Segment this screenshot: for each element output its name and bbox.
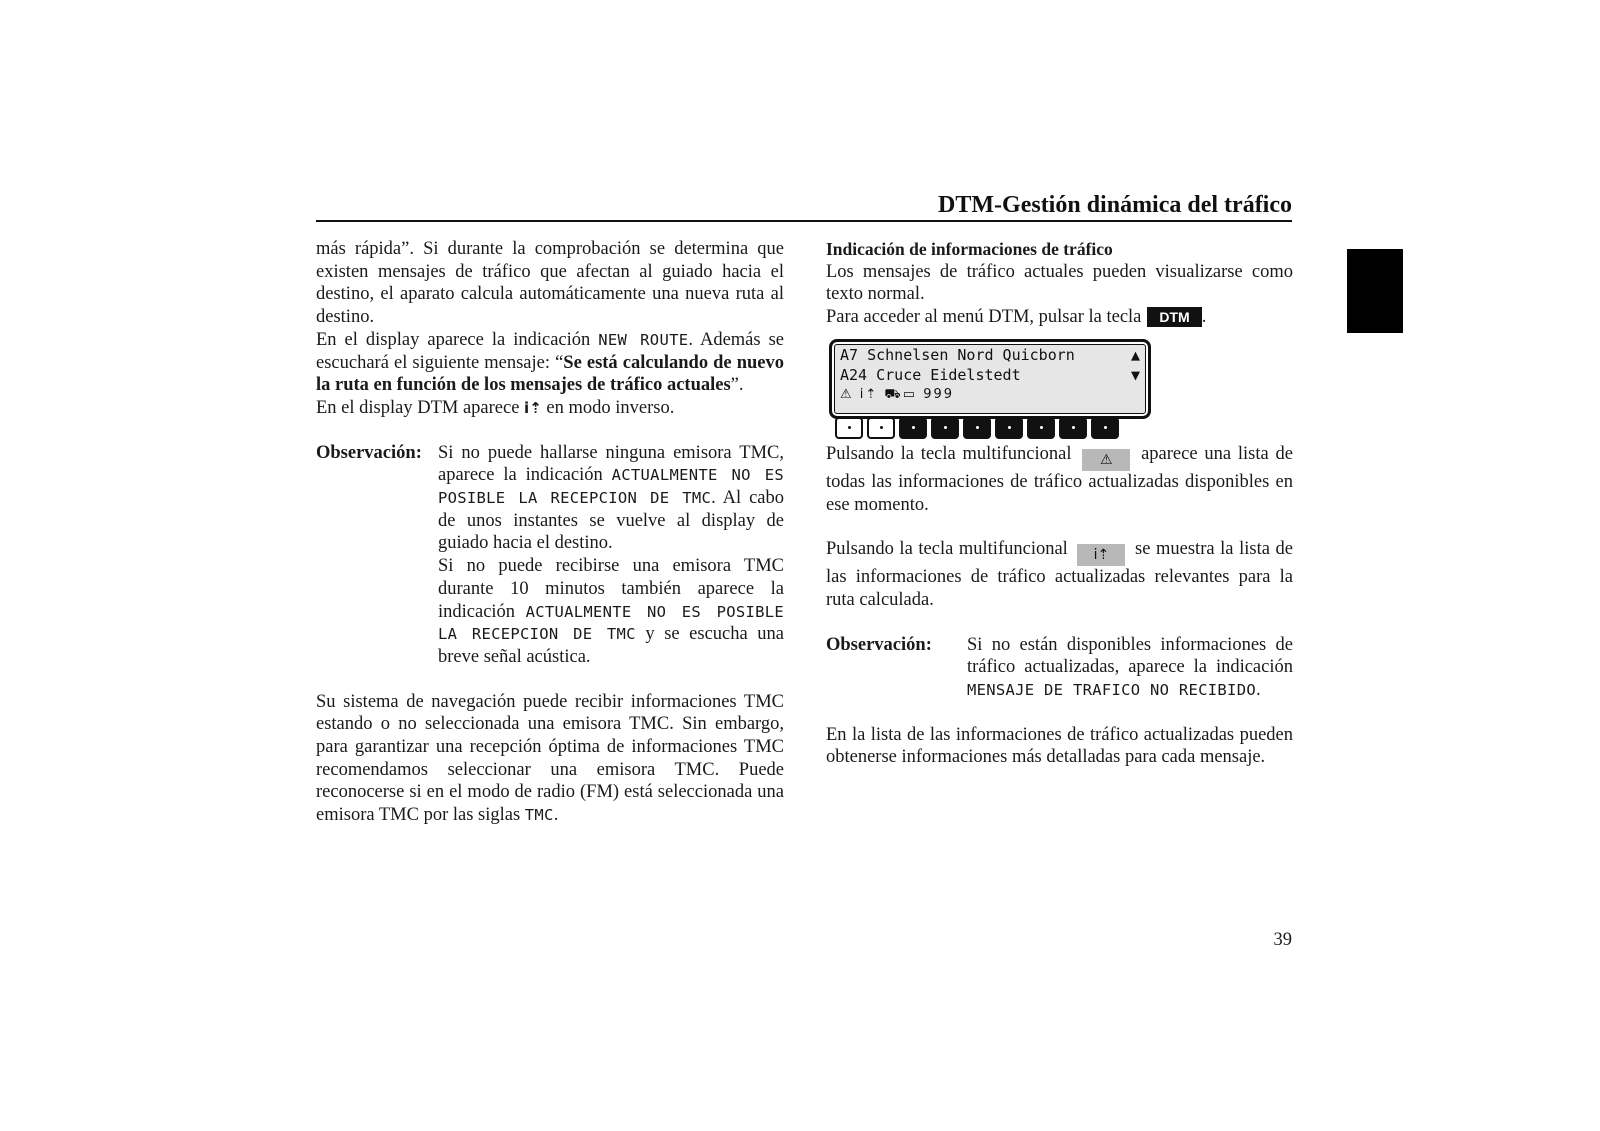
observation-body (967, 634, 1293, 702)
scroll-up-icon: ▲ (1130, 345, 1140, 364)
lcd-row (840, 345, 1140, 365)
softkey (835, 417, 863, 439)
paragraph-detail-info: En la lista de las informaciones de tráfico actualizadas pueden obtenerse informaciones más detalladas para cada mensaje. (826, 724, 1293, 768)
text: Su sistema de navegación puede recibir informaciones TMC estando o no seleccionada una emisora TMC. Sin embargo, para garantizar una recepción óptima de informaciones TMC recomendamos seleccionar una emisora TMC. Puede reconocerse si en el modo de radio (FM) está seleccionada una emisora TMC por las siglas (316, 691, 784, 826)
softkey (899, 417, 927, 439)
warning-icon: ⚠ (1082, 449, 1130, 471)
observation-label: Observación: (826, 634, 932, 655)
paragraph-dtm-inverse (316, 397, 784, 420)
paragraph-new-route (316, 329, 784, 397)
info-traffic-icon: i⇡ (1077, 544, 1125, 566)
softkey (995, 417, 1023, 439)
display-code-no-message: MENSAJE DE TRAFICO NO RECIBIDO (967, 681, 1256, 700)
text: ”. (730, 375, 744, 396)
left-column (316, 238, 784, 827)
paragraph-info-key (826, 538, 1293, 611)
text: se muestra la lista de las informaciones de tráfico actualizadas relevantes para la ruta calculada. (826, 539, 1293, 610)
dtm-key: DTM (1147, 307, 1201, 327)
paragraph-route-recalc: más rápida”. Si durante la comprobación se determina que existen mensajes de tráfico que afectan al guiado hacia el destino, el aparato calcula automáticamente una nueva ruta al destino. (316, 239, 784, 328)
section-heading: Indicación de informaciones de tráfico (826, 239, 1113, 259)
text: Si no puede recibirse una emisora TMC durante 10 minutos también aparece la indicación (438, 556, 784, 622)
paragraph-display-text: Los mensajes de tráfico actuales pueden visualizarse como texto normal. (826, 261, 1293, 305)
text: . (553, 805, 559, 826)
text: y se escucha una breve señal acústica. (438, 624, 784, 667)
right-column (826, 238, 1293, 769)
display-code-no-tmc: ACTUALMENTE NO ES POSIBLE LA RECEPCION DE TMC (438, 466, 784, 508)
lcd-status-row (840, 385, 1140, 405)
display-code-new-route: NEW ROUTE (598, 330, 689, 349)
page-header-title: DTM-Gestión dinámica del tráfico (938, 192, 1292, 218)
text: aparece una lista de todas las informaciones de tráfico actualizadas disponibles en ese momento. (826, 443, 1293, 515)
softkey (1027, 417, 1055, 439)
display-code-no-tmc-2: ACTUALMENTE NO ES POSIBLE LA RECEPCION DE TMC (438, 602, 784, 644)
spoken-message: Se está calculando de nuevo la ruta en función de los mensajes de tráfico actuales (316, 352, 784, 396)
observation-block (826, 634, 1293, 702)
observation-block (316, 442, 784, 669)
scroll-down-icon: ▼ (1130, 365, 1140, 384)
softkey (931, 417, 959, 439)
dtm-display-figure (829, 339, 1139, 439)
lcd-text: A24 Cruce Eidelstedt (840, 365, 1021, 384)
lcd-row (840, 365, 1140, 385)
text: . (1201, 307, 1207, 328)
softkey (1091, 417, 1119, 439)
lcd-text: A7 Schnelsen Nord Quiсborn (840, 345, 1075, 364)
info-traffic-icon: i⇡ (524, 398, 542, 417)
lcd-screen (829, 339, 1151, 419)
text: . Al cabo de unos instantes se vuelve al display de guiado hacia el destino. (438, 488, 785, 554)
text: . Además se escuchará el siguiente mensaje: “ (316, 329, 784, 373)
text: Si no puede hallarse ninguna emisora TMC, aparece la indicación (438, 442, 784, 486)
softkey (963, 417, 991, 439)
text: En el display DTM aparece (316, 397, 525, 418)
text: Si no están disponibles informaciones de tráfico actualizadas, aparece la indicación (967, 634, 1293, 678)
lcd-status-icons: ⚠ i⇡ ⛟▭ 999 (840, 386, 955, 402)
paragraph-tmc-station (316, 691, 784, 827)
paragraph-warning-key (826, 443, 1293, 516)
text: Pulsando la tecla multifuncional (826, 443, 1079, 464)
header-rule (316, 220, 1292, 222)
multifunction-keys (835, 417, 1119, 439)
chapter-tab-marker (1347, 249, 1403, 333)
display-code-tmc: TMC (524, 806, 554, 825)
text: en modo inverso. (541, 397, 675, 418)
observation-label: Observación: (316, 442, 422, 463)
text: Pulsando la tecla multifuncional (826, 539, 1074, 560)
observation-body (438, 442, 784, 669)
text: En el display aparece la indicación (316, 329, 599, 350)
page-number: 39 (1273, 930, 1292, 950)
paragraph-dtm-access (826, 306, 1293, 329)
softkey (867, 417, 895, 439)
text: Para acceder al menú DTM, pulsar la tecla (826, 307, 1142, 328)
softkey (1059, 417, 1087, 439)
text: . (1255, 680, 1261, 701)
